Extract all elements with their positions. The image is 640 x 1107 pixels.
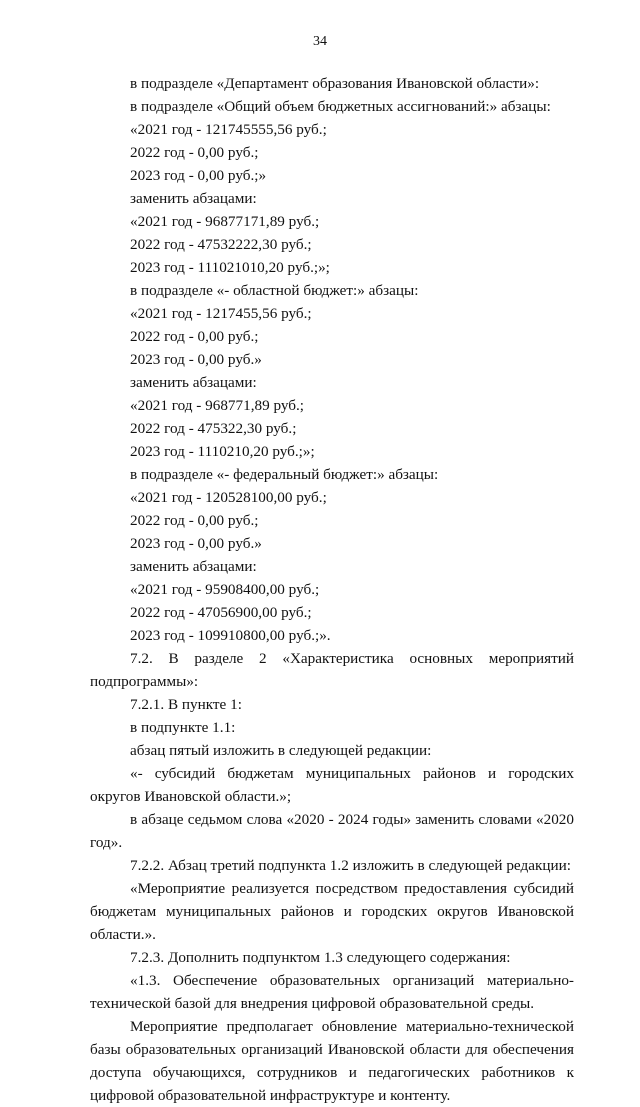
paragraph: в подпункте 1.1: (130, 719, 236, 736)
paragraph: «2021 год - 95908400,00 руб.; (130, 581, 320, 598)
paragraph: 2023 год - 0,00 руб.» (130, 351, 262, 368)
paragraph: «2021 год - 1217455,56 руб.; (130, 305, 312, 322)
paragraph: «2021 год - 96877171,89 руб.; (130, 213, 320, 230)
paragraph: в подразделе «- областной бюджет:» абзацы: (130, 282, 419, 299)
document-body (90, 72, 574, 1107)
paragraph: в подразделе «- федеральный бюджет:» абзацы: (130, 466, 439, 483)
paragraph: 2022 год - 475322,30 руб.; (130, 420, 297, 437)
paragraph: 2022 год - 47532222,30 руб.; (130, 236, 312, 253)
paragraph: в подразделе «Департамент образования Ивановской области»: (130, 75, 540, 92)
paragraph: 2023 год - 111021010,20 руб.;»; (130, 259, 330, 276)
paragraph: 2023 год - 0,00 руб.;» (130, 167, 267, 184)
paragraph: «2021 год - 120528100,00 руб.; (130, 489, 327, 506)
paragraph: заменить абзацами: (130, 558, 257, 575)
paragraph: Мероприятие предполагает обновление материально-технической базы образовательных организаций Ивановской области для обеспечения доступа обучающихся, сотрудников и педагогических работников к цифровой образовательной инфраструктуре и контенту. (90, 1018, 574, 1104)
paragraph: «2021 год - 968771,89 руб.; (130, 397, 305, 414)
paragraph: «- субсидий бюджетам муниципальных районов и городских округов Ивановской области.»; (90, 765, 574, 805)
page-number: 34 (313, 34, 327, 49)
paragraph: в абзаце седьмом слова «2020 - 2024 годы» заменить словами «2020 год». (90, 811, 574, 851)
paragraph: 2022 год - 0,00 руб.; (130, 328, 259, 345)
paragraph: заменить абзацами: (130, 374, 257, 391)
paragraph: заменить абзацами: (130, 190, 257, 207)
paragraph: «Мероприятие реализуется посредством предоставления субсидий бюджетам муниципальных районов и городских округов Ивановской области.». (90, 880, 574, 943)
paragraph: 7.2.2. Абзац третий подпункта 1.2 изложить в следующей редакции: (130, 857, 571, 874)
paragraph: 2023 год - 0,00 руб.» (130, 535, 262, 552)
paragraph: 7.2. В разделе 2 «Характеристика основных мероприятий подпрограммы»: (90, 650, 574, 690)
paragraph: абзац пятый изложить в следующей редакции: (130, 742, 432, 759)
paragraph: 2022 год - 0,00 руб.; (130, 512, 259, 529)
paragraph: 2023 год - 109910800,00 руб.;». (130, 627, 331, 644)
paragraph: «1.3. Обеспечение образовательных организаций материально-технической базой для внедрения цифровой образовательной среды. (90, 972, 574, 1012)
paragraph: 7.2.1. В пункте 1: (130, 696, 242, 713)
paragraph: «2021 год - 121745555,56 руб.; (130, 121, 327, 138)
paragraph: 2022 год - 0,00 руб.; (130, 144, 259, 161)
paragraph: 2023 год - 1110210,20 руб.;»; (130, 443, 315, 460)
paragraph: в подразделе «Общий объем бюджетных ассигнований:» абзацы: (130, 98, 551, 115)
paragraph: 2022 год - 47056900,00 руб.; (130, 604, 312, 621)
paragraph: 7.2.3. Дополнить подпунктом 1.3 следующего содержания: (130, 949, 511, 966)
